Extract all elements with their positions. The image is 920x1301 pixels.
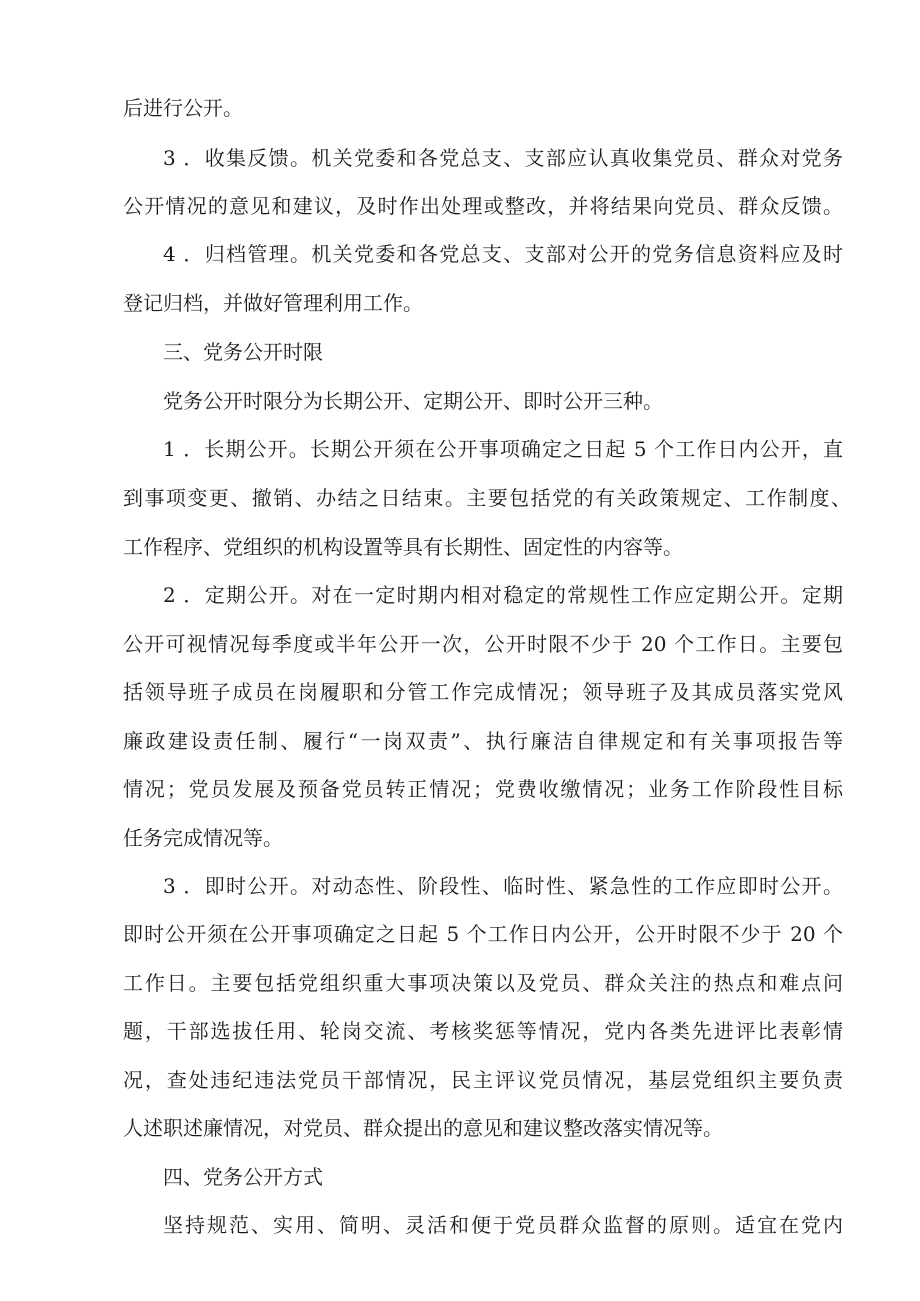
text-line: 廉政建设责任制、履行“一岗双责”、执行廉洁自律规定和有关事项报告等 bbox=[123, 729, 843, 753]
text-line: 后进行公开。 bbox=[123, 96, 243, 120]
text-line: 即时公开须在公开事项确定之日起 5 个工作日内公开，公开时限不少于 20 个 bbox=[123, 922, 843, 946]
text-line: 工作程序、党组织的机构设置等具有长期性、固定性的内容等。 bbox=[123, 535, 683, 559]
text-line: 人述职述廉情况，对党员、群众提出的意见和建议整改落实情况等。 bbox=[123, 1116, 723, 1140]
text-line: 情况；党员发展及预备党员转正情况；党费收缴情况；业务工作阶段性目标 bbox=[123, 777, 843, 801]
text-line: 到事项变更、撤销、办结之日结束。主要包括党的有关政策规定、工作制度、 bbox=[123, 486, 851, 510]
section-heading: 四、党务公开方式 bbox=[163, 1165, 323, 1189]
text-line: 题，干部选拔任用、轮岗交流、考核奖惩等情况，党内各类先进评比表彰情 bbox=[123, 1019, 843, 1043]
text-line: 3 ．收集反馈。机关党委和各党总支、支部应认真收集党员、群众对党务 bbox=[163, 146, 843, 170]
text-line: 坚持规范、实用、简明、灵活和便于党员群众监督的原则。适宜在党内 bbox=[163, 1213, 843, 1237]
text-line: 公开情况的意见和建议，及时作出处理或整改，并将结果向党员、群众反馈。 bbox=[123, 194, 843, 218]
text-line: 登记归档，并做好管理利用工作。 bbox=[123, 291, 423, 315]
text-line: 4 ．归档管理。机关党委和各党总支、支部对公开的党务信息资料应及时 bbox=[163, 242, 843, 266]
text-line: 1 ．长期公开。长期公开须在公开事项确定之日起 5 个工作日内公开，直 bbox=[163, 437, 843, 461]
text-line: 2 ．定期公开。对在一定时期内相对稳定的常规性工作应定期公开。定期 bbox=[163, 583, 843, 607]
text-line: 工作日。主要包括党组织重大事项决策以及党员、群众关注的热点和难点问 bbox=[123, 971, 843, 995]
text-line: 括领导班子成员在岗履职和分管工作完成情况；领导班子及其成员落实党风 bbox=[123, 680, 843, 704]
section-heading: 三、党务公开时限 bbox=[163, 340, 323, 364]
text-line: 公开可视情况每季度或半年公开一次，公开时限不少于 20 个工作日。主要包 bbox=[123, 632, 843, 656]
text-line: 党务公开时限分为长期公开、定期公开、即时公开三种。 bbox=[163, 389, 663, 413]
text-line: 3 ．即时公开。对动态性、阶段性、临时性、紧急性的工作应即时公开。 bbox=[163, 874, 843, 898]
text-line: 任务完成情况等。 bbox=[123, 826, 283, 850]
text-line: 况，查处违纪违法党员干部情况，民主评议党员情况，基层党组织主要负责 bbox=[123, 1068, 843, 1092]
